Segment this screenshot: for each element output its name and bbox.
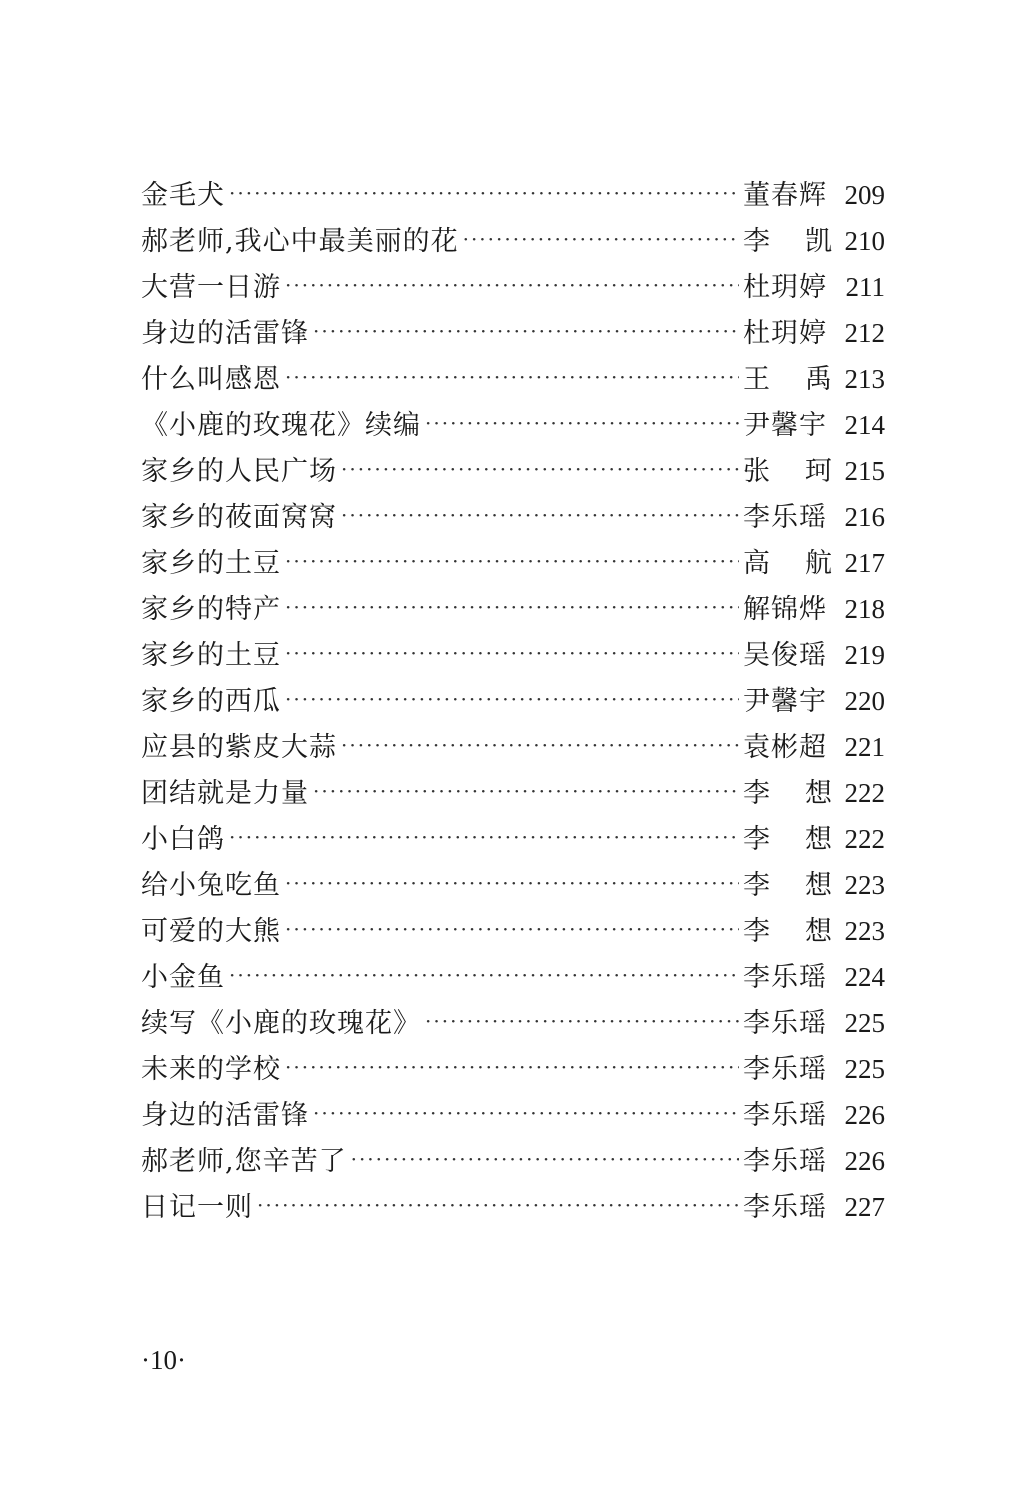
entry-author [743, 541, 833, 587]
entry-title: 《小鹿的玫瑰花》续编 [141, 410, 421, 441]
author-given-name: 想 [805, 824, 833, 855]
dot-leader [257, 1182, 739, 1228]
dot-leader [285, 584, 739, 630]
entry-title: 金毛犬 [141, 180, 225, 211]
entry-page: 220 [844, 686, 885, 716]
entry-page: 226 [844, 1146, 885, 1176]
entry-author [743, 587, 833, 633]
author-given-name: 想 [805, 916, 833, 947]
author-given-name: 珂 [805, 456, 833, 487]
entry-author [743, 173, 833, 219]
entry-title: 身边的活雷锋 [141, 1100, 309, 1131]
entry-author [743, 1001, 833, 1047]
dot-leader [285, 860, 739, 906]
toc-entry [141, 908, 885, 954]
entry-title: 大营一日游 [141, 272, 281, 303]
author-name: 董春辉 [743, 180, 827, 211]
toc-entry [141, 770, 885, 816]
dot-leader [285, 1044, 739, 1090]
entry-page: 223 [844, 916, 885, 946]
entry-author [743, 725, 833, 771]
dot-leader [285, 538, 739, 584]
dot-leader [285, 676, 739, 722]
dot-leader [285, 630, 739, 676]
entry-title: 家乡的西瓜 [141, 686, 281, 717]
entry-title: 日记一则 [141, 1192, 253, 1223]
entry-title: 家乡的莜面窝窝 [141, 502, 337, 533]
entry-author [743, 817, 833, 863]
entry-title: 身边的活雷锋 [141, 318, 309, 349]
toc-entry [141, 402, 885, 448]
entry-page: 212 [844, 318, 885, 348]
entry-author [743, 1185, 833, 1231]
entry-author [743, 633, 833, 679]
author-name: 吴俊瑶 [743, 640, 827, 671]
dot-leader [463, 216, 739, 262]
author-surname: 张 [743, 456, 771, 487]
entry-title: 郝老师,您辛苦了 [141, 1146, 347, 1177]
author-name: 杜玥婷 [743, 272, 827, 303]
author-surname: 王 [743, 364, 771, 395]
dot-leader [285, 354, 739, 400]
toc-entry [141, 1138, 885, 1184]
entry-author [743, 265, 833, 311]
dot-leader [229, 170, 739, 216]
dot-leader [341, 722, 739, 768]
dot-leader [285, 262, 739, 308]
author-surname: 李 [743, 226, 771, 257]
entry-page: 216 [844, 502, 885, 532]
author-surname: 李 [743, 870, 771, 901]
dot-leader [351, 1136, 739, 1182]
author-name: 李乐瑶 [743, 962, 827, 993]
toc-entry [141, 448, 885, 494]
entry-page: 221 [844, 732, 885, 762]
toc-entry [141, 172, 885, 218]
author-name: 袁彬超 [743, 732, 827, 763]
dot-leader [313, 768, 739, 814]
author-surname: 李 [743, 824, 771, 855]
entry-title: 团结就是力量 [141, 778, 309, 809]
entry-author [743, 955, 833, 1001]
entry-page: 224 [844, 962, 885, 992]
toc-entry [141, 356, 885, 402]
toc-entry [141, 218, 885, 264]
toc-entry [141, 310, 885, 356]
entry-page: 222 [844, 778, 885, 808]
dot-leader [313, 1090, 739, 1136]
entry-author [743, 495, 833, 541]
toc-entry [141, 724, 885, 770]
toc-entry [141, 632, 885, 678]
dot-leader [341, 492, 739, 538]
entry-author [743, 403, 833, 449]
entry-page: 210 [844, 226, 885, 256]
entry-page: 225 [844, 1008, 885, 1038]
toc-entry [141, 862, 885, 908]
entry-title: 什么叫感恩 [141, 364, 281, 395]
toc-entry [141, 264, 885, 310]
entry-page: 209 [844, 180, 885, 210]
dot-leader [341, 446, 739, 492]
entry-page: 219 [844, 640, 885, 670]
toc-entry [141, 1092, 885, 1138]
dot-leader [285, 906, 739, 952]
entry-author [743, 311, 833, 357]
toc-entry [141, 954, 885, 1000]
entry-title: 小白鸽 [141, 824, 225, 855]
dot-leader [313, 308, 739, 354]
toc-entry [141, 678, 885, 724]
entry-author [743, 909, 833, 955]
entry-title: 续写《小鹿的玫瑰花》 [141, 1008, 421, 1039]
entry-title: 给小兔吃鱼 [141, 870, 281, 901]
author-given-name: 凯 [805, 226, 833, 257]
author-name: 李乐瑶 [743, 1008, 827, 1039]
toc-entry [141, 1000, 885, 1046]
entry-title: 可爱的大熊 [141, 916, 281, 947]
entry-page: 214 [844, 410, 885, 440]
page-number: ·10· [141, 1345, 186, 1375]
entry-page: 226 [844, 1100, 885, 1130]
toc-entry [141, 586, 885, 632]
entry-author [743, 1139, 833, 1185]
entry-author [743, 449, 833, 495]
entry-author [743, 1093, 833, 1139]
author-name: 李乐瑶 [743, 1192, 827, 1223]
entry-author [743, 679, 833, 725]
author-surname: 李 [743, 778, 771, 809]
author-given-name: 想 [805, 778, 833, 809]
entry-author [743, 1047, 833, 1093]
author-given-name: 航 [805, 548, 833, 579]
toc-entry [141, 1184, 885, 1230]
author-name: 李乐瑶 [743, 1054, 827, 1085]
entry-title: 家乡的土豆 [141, 548, 281, 579]
entry-title: 应县的紫皮大蒜 [141, 732, 337, 763]
dot-leader [229, 814, 739, 860]
dot-leader [425, 998, 739, 1044]
toc-entry [141, 540, 885, 586]
dot-leader [425, 400, 739, 446]
entry-page: 213 [844, 364, 885, 394]
entry-author [743, 771, 833, 817]
toc-entry [141, 1046, 885, 1092]
entry-author [743, 357, 833, 403]
table-of-contents [141, 172, 885, 1230]
author-name: 李乐瑶 [743, 1146, 827, 1177]
entry-title: 郝老师,我心中最美丽的花 [141, 226, 459, 257]
entry-page: 217 [844, 548, 885, 578]
author-surname: 李 [743, 916, 771, 947]
entry-title: 家乡的特产 [141, 594, 281, 625]
author-name: 解锦烨 [743, 594, 827, 625]
entry-page: 225 [844, 1054, 885, 1084]
author-name: 尹馨宇 [743, 410, 827, 441]
entry-title: 家乡的人民广场 [141, 456, 337, 487]
entry-title: 小金鱼 [141, 962, 225, 993]
entry-page: 211 [845, 272, 885, 302]
entry-title: 家乡的土豆 [141, 640, 281, 671]
entry-page: 215 [844, 456, 885, 486]
author-surname: 高 [743, 548, 771, 579]
author-name: 李乐瑶 [743, 502, 827, 533]
author-given-name: 想 [805, 870, 833, 901]
author-name: 李乐瑶 [743, 1100, 827, 1131]
entry-page: 222 [844, 824, 885, 854]
entry-page: 227 [844, 1192, 885, 1222]
author-name: 尹馨宇 [743, 686, 827, 717]
entry-author [743, 863, 833, 909]
entry-title: 未来的学校 [141, 1054, 281, 1085]
entry-page: 218 [844, 594, 885, 624]
author-name: 杜玥婷 [743, 318, 827, 349]
dot-leader [229, 952, 739, 998]
author-given-name: 禹 [805, 364, 833, 395]
entry-author [743, 219, 833, 265]
entry-page: 223 [844, 870, 885, 900]
toc-entry [141, 816, 885, 862]
toc-entry [141, 494, 885, 540]
